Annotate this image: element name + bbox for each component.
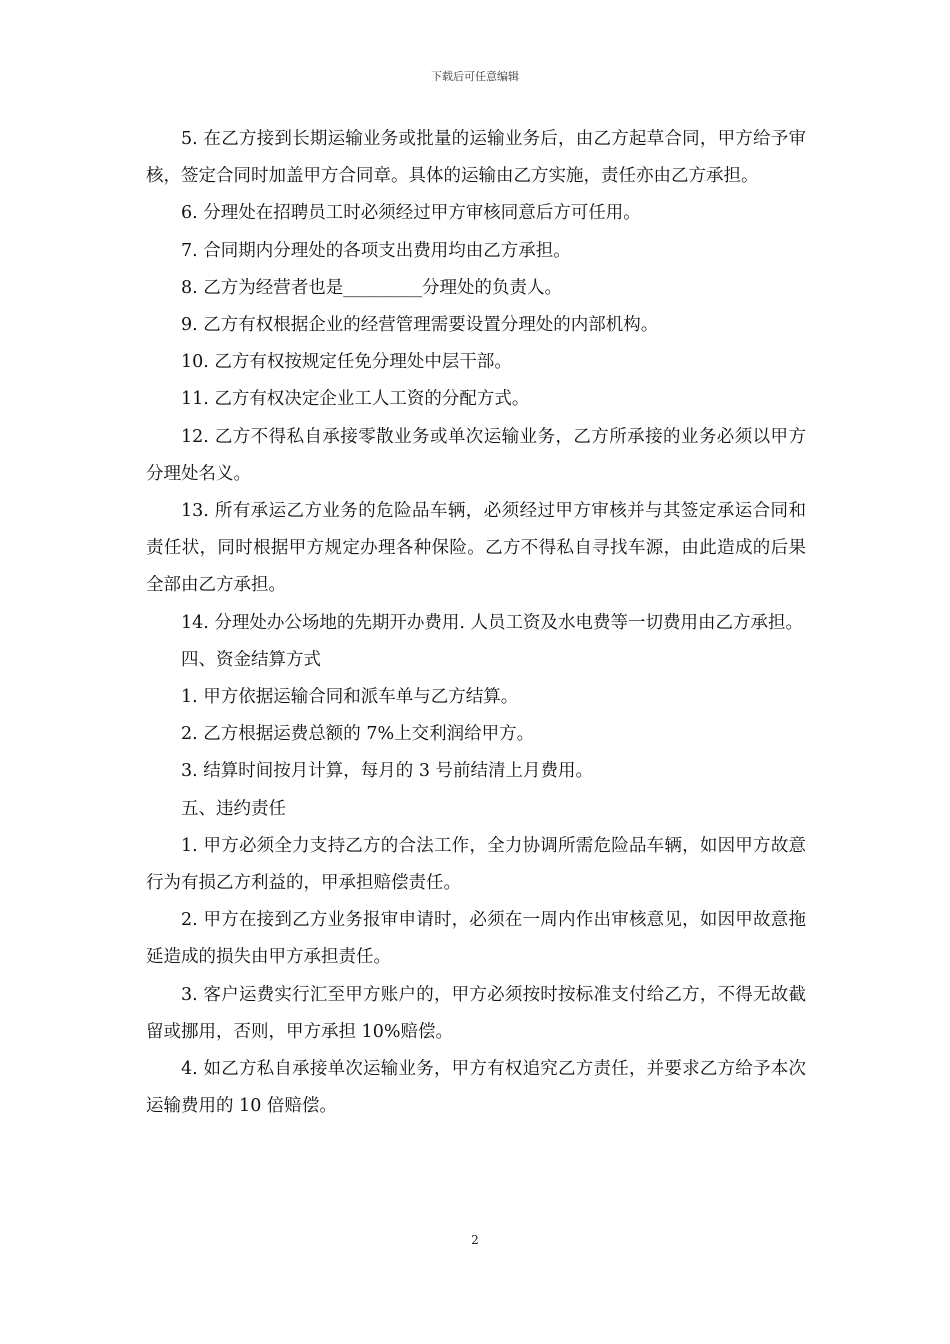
paragraph: 1. 甲方依据运输合同和派车单与乙方结算。 [181,687,519,708]
paragraph: 6. 分理处在招聘员工时必须经过甲方审核同意后方可任用。 [181,203,641,224]
paragraph: 3. 结算时间按月计算，每月的 3 号前结清上月费用。 [181,761,594,782]
section-heading: 四、资金结算方式 [181,649,321,670]
page-header: 下载后可任意编辑 [431,70,519,83]
paragraph: 2. 甲方在接到乙方业务报审申请时，必须在一周内作出审核意见，如因甲故意拖延造成的损失由甲方承担责任。 [146,910,806,968]
paragraph: 10. 乙方有权按规定任免分理处中层干部。 [181,352,512,373]
paragraph: 13. 所有承运乙方业务的危险品车辆，必须经过甲方审核并与其签定承运合同和责任状，同时根据甲方规定办理各种保险。乙方不得私自寻找车源，由此造成的后果全部由乙方承担。 [146,501,806,596]
paragraph: 9. 乙方有权根据企业的经营管理需要设置分理处的内部机构。 [181,315,659,336]
page-number: 2 [471,1233,479,1247]
document-body [146,121,806,1125]
paragraph: 3. 客户运费实行汇至甲方账户的，甲方必须按时按标准支付给乙方，不得无故截留或挪用，否则，甲方承担 10%赔偿。 [146,984,806,1042]
paragraph: 8. 乙方为经营者也是_________分理处的负责人。 [181,277,563,298]
paragraph: 2. 乙方根据运费总额的 7%上交利润给甲方。 [181,724,535,745]
paragraph: 4. 如乙方私自承接单次运输业务，甲方有权追究乙方责任，并要求乙方给予本次运输费用的 10 倍赔偿。 [146,1059,806,1117]
paragraph: 7. 合同期内分理处的各项支出费用均由乙方承担。 [181,240,571,261]
paragraph: 12. 乙方不得私自承接零散业务或单次运输业务，乙方所承接的业务必须以甲方分理处名义。 [146,426,806,484]
paragraph: 5. 在乙方接到长期运输业务或批量的运输业务后，由乙方起草合同，甲方给予审核，签定合同时加盖甲方合同章。具体的运输由乙方实施，责任亦由乙方承担。 [146,129,806,187]
section-heading: 五、违约责任 [181,798,286,819]
paragraph: 1. 甲方必须全力支持乙方的合法工作，全力协调所需危险品车辆，如因甲方故意行为有损乙方利益的，甲承担赔偿责任。 [146,835,806,894]
paragraph: 14. 分理处办公场地的先期开办费用. 人员工资及水电费等一切费用由乙方承担。 [181,612,804,633]
paragraph: 11. 乙方有权决定企业工人工资的分配方式。 [181,389,530,410]
